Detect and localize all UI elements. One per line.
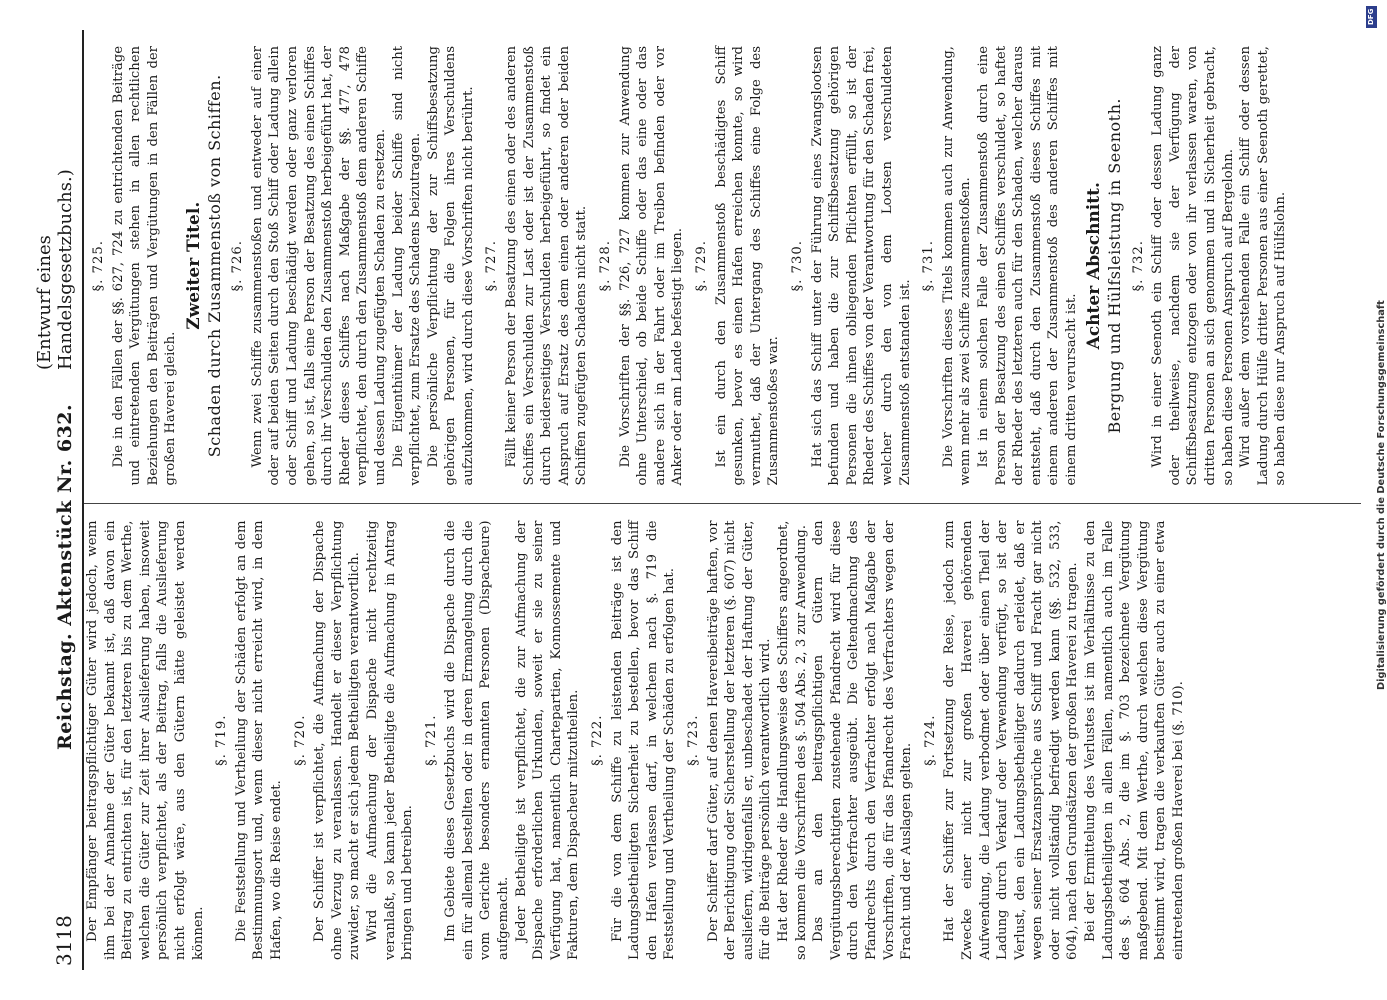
paragraph: Bei der Ermittelung des Verlustes ist im Verhältnisse zu den Ladungsbetheiligten in allen Fällen, namentlich auch im Falle des §. 604 Abs. 2, die im §. 703 bezeichnete Vergütung maßgebend. Mit dem Werthe, durch welchen diese Vergütung bestimmt wird, tragen die verkauften Güter auch zu einer etwa eintretenden großen Haverei bei (§. 710). bbox=[1083, 520, 1187, 960]
funding-note-text: Digitalisierung gefördert durch die Deutsche Forschungsgemeinschaft bbox=[1376, 300, 1387, 690]
section-heading: §. 728. bbox=[598, 240, 614, 292]
paragraph: Der Schiffer darf Güter, auf denen Havereibeiträge haften, vor der Berichtigung oder Sicherstellung der letzteren (§. 607) nicht ausliefern, widrigenfalls er, unbeschadet der Haftung der Güter, für die Beiträge persönlich verantwortlich wird. bbox=[705, 520, 774, 960]
paragraph: Das an den beitragspflichtigen Gütern den Vergütungsberechtigten zustehende Pfandrecht wird für diese durch den Verfrachter ausgeübt. Die Geltendmachung des Pfandrechts durch den Verfrachter erfolgt nach Maßgabe der Vorschriften, die für das Pfandrecht des Verfrachters wegen der Fracht und der Auslagen gelten. bbox=[811, 520, 915, 960]
paragraph: Die Eigenthümer der Ladung beider Schiffe sind nicht verpflichtet, zum Ersatze des Schadens beizutragen. bbox=[390, 46, 424, 486]
right-column bbox=[84, 30, 1361, 504]
title-subheading: Schaden durch Zusammenstoß von Schiffen. bbox=[204, 74, 224, 458]
running-subtitle: (Entwurf eines Handelsgesetzbuchs.) bbox=[34, 169, 76, 370]
title-heading: Zweiter Titel. bbox=[183, 201, 204, 330]
page-number: 3118 bbox=[52, 915, 76, 966]
paragraph: Die persönliche Verpflichtung der zur Schiffsbesatzung gehörigen Personen, für die Folgen ihres Verschuldens aufzukommen, wird durch diese Vorschriften nicht berührt. bbox=[425, 46, 476, 486]
paragraph: Wird außer dem vorstehenden Falle ein Schiff oder dessen Ladung durch Hülfe dritter Personen aus einer Seenoth gerettet, so haben diese nur Anspruch auf Hülfslohn. bbox=[1238, 46, 1289, 486]
running-title: Reichstag. Aktenstück Nr. 632. bbox=[54, 403, 76, 750]
page-header bbox=[34, 30, 84, 970]
paragraph: Hat sich das Schiff unter der Führung eines Zwangslootsen befunden und haben die zur Schiffsbesatzung gehörigen Personen die ihnen obliegenden Pflichten erfüllt, so ist der Rheder des Schiffes von der Verantwortung für den Schaden frei, welcher durch den von dem Lootsen verschuldeten Zusammenstoß entstanden ist. bbox=[809, 46, 913, 486]
paragraph: Wird die Aufmachung der Dispache nicht rechtzeitig veranlaßt, so kann jeder Betheiligte die Aufmachung in Antrag bringen und betreiben. bbox=[364, 520, 416, 960]
paragraph: Jeder Betheiligte ist verpflichtet, die zur Aufmachung der Dispache erforderlichen Urkunden, soweit er sie zu seiner Verfügung hat, namentlich Chartepartien, Konnossemente und Fakturen, dem Dispacheur mitzutheilen. bbox=[513, 520, 582, 960]
paragraph: Im Gebiete dieses Gesetzbuchs wird die Dispache durch die ein für allemal bestellten oder in deren Ermangelung durch die vom Gerichte besonders ernannten Personen (Dispacheure) aufgemacht. bbox=[443, 520, 512, 960]
section-heading: §. 724. bbox=[922, 714, 938, 766]
section-heading: §. 730. bbox=[789, 240, 805, 292]
paragraph: Die Vorschriften dieses Titels kommen auch zur Anwendung, wenn mehr als zwei Schiffe zusammenstoßen. bbox=[940, 46, 974, 486]
paragraph: Wenn zwei Schiffe zusammenstoßen und entweder auf einer oder auf beiden Seiten durch den Stoß Schiff oder Ladung allein oder Schiff und Ladung beschädigt werden oder ganz verloren gehen, so ist, falls eine Person der Besatzung des einen Schiffes durch ihr Verschulden den Zusammenstoß herbeigeführt hat, der Rheder dieses Schiffes nach Maßgabe der §§. 477, 478 verpflichtet, den durch den Zusammenstoß dem anderen Schiffe und dessen Ladung zugefügten Schaden zu ersetzen. bbox=[249, 46, 388, 486]
section-heading: §. 731. bbox=[921, 240, 937, 292]
section-heading: §. 719. bbox=[214, 714, 230, 766]
section-heading: §. 726. bbox=[230, 240, 246, 292]
left-column bbox=[84, 504, 1361, 971]
paragraph: Die Feststellung und Vertheilung der Schäden erfolgt an dem Bestimmungsort und, wenn dieser nicht erreicht wird, in dem Hafen, wo die Reise endet. bbox=[233, 520, 284, 960]
paragraph: Ist ein durch den Zusammenstoß beschädigtes Schiff gesunken, bevor es einen Hafen erreichen konnte, so wird vermuthet, daß der Untergang des Schiffes eine Folge des Zusammenstoßes war. bbox=[713, 46, 782, 486]
text-columns bbox=[84, 30, 1361, 970]
paragraph: Die in den Fällen der §§. 627, 724 zu entrichtenden Beiträge und eintretenden Vergütungen stehen in allen rechtlichen Beziehungen den Beiträgen und Vergütungen in den Fällen der großen Haverei gleich. bbox=[110, 46, 179, 486]
paragraph: Der Schiffer ist verpflichtet, die Aufmachung der Dispache ohne Verzug zu veranlassen. Handelt er dieser Verpflichtung zuwider, so macht er sich jedem Betheiligten verantwortlich. bbox=[312, 520, 363, 960]
section-heading: §. 721. bbox=[423, 714, 439, 766]
paragraph: Wird in einer Seenoth ein Schiff oder dessen Ladung ganz oder theilweise, nachdem sie der Verfügung der Schiffsbesatzung entzogen oder von ihr verlassen waren, von dritten Personen an sich genommen und in Sicherheit gebracht, so haben diese Personen Anspruch auf Bergelohn. bbox=[1150, 46, 1236, 486]
chapter-subheading: Bergung und Hülfsleistung in Seenoth. bbox=[1105, 98, 1125, 434]
section-heading: §. 732. bbox=[1130, 240, 1146, 292]
paragraph: Der Empfänger beitragspflichtiger Güter wird jedoch, wenn ihm bei der Annahme der Güter bekannt ist, daß davon ein Beitrag zu entrichten ist, für den letzteren bis zu dem Werthe, welchen die Güter zur Zeit ihrer Auslieferung haben, insoweit persönlich verpflichtet, als der Beitrag, falls die Auslieferung nicht erfolgt wäre, aus den Gütern hätte geleistet werden können. bbox=[85, 520, 206, 960]
paragraph: Die Vorschriften der §§. 726, 727 kommen zur Anwendung ohne Unterschied, ob beide Schiffe oder das eine oder das andere sich in der Fahrt oder im Treiben befinden oder vor Anker oder am Lande befestigt liegen. bbox=[617, 46, 686, 486]
funding-note bbox=[1346, 0, 1387, 1000]
dfg-logo: DFG bbox=[1366, 6, 1377, 28]
section-heading: §. 725. bbox=[91, 240, 106, 292]
paragraph: Hat der Rheder die Handlungsweise des Schiffers angeordnet, so kommen die Vorschriften des §. 504 Abs. 2, 3 zur Anwendung. bbox=[775, 520, 809, 960]
chapter-heading: Achter Abschnitt. bbox=[1084, 182, 1105, 350]
section-heading: §. 723. bbox=[686, 714, 701, 766]
section-heading: §. 720. bbox=[292, 714, 308, 766]
paragraph: Hat der Schiffer zur Fortsetzung der Reise, jedoch zum Zwecke einer nicht zur großen Haverei gehörenden Aufwendung, die Ladung verbodmet oder über einen Theil der Ladung durch Verkauf oder Verwendung verfügt, so ist der Verlust, den ein Ladungsbetheiligter dadurch erleidet, daß er wegen seiner Ersatzansprüche aus Schiff und Fracht gar nicht oder nicht vollständig befriedigt werden kann (§§. 532, 533, 604), nach den Grundsätzen der großen Haverei zu tragen. bbox=[942, 520, 1081, 960]
paragraph: Fällt keiner Person der Besatzung des einen oder des anderen Schiffes ein Verschulden zur Last oder ist der Zusammenstoß durch beiderseitiges Verschulden herbeigeführt, so findet ein Anspruch auf Ersatz des dem einen oder anderen oder beiden Schiffen zugefügten Schadens nicht statt. bbox=[504, 46, 590, 486]
paragraph: Für die von dem Schiffe zu leistenden Beiträge ist den Ladungsbetheiligten Sicherheit zu bestellen, bevor das Schiff den Hafen verlassen darf, in welchem nach §. 719 die Feststellung und Vertheilung der Schäden zu erfolgen hat. bbox=[609, 520, 678, 960]
paragraph: Ist in einem solchen Falle der Zusammenstoß durch eine Person der Besatzung des einen Schiffes verschuldet, so haftet der Rheder des letzteren auch für den Schaden, welcher daraus entsteht, daß durch den Zusammenstoß dieses Schiffes mit einem anderen der Zusammenstoß des anderen Schiffes mit einem dritten verursacht ist. bbox=[975, 46, 1079, 486]
section-heading: §. 727. bbox=[484, 240, 500, 292]
section-heading: §. 729. bbox=[694, 240, 709, 292]
section-heading: §. 722. bbox=[590, 714, 606, 766]
